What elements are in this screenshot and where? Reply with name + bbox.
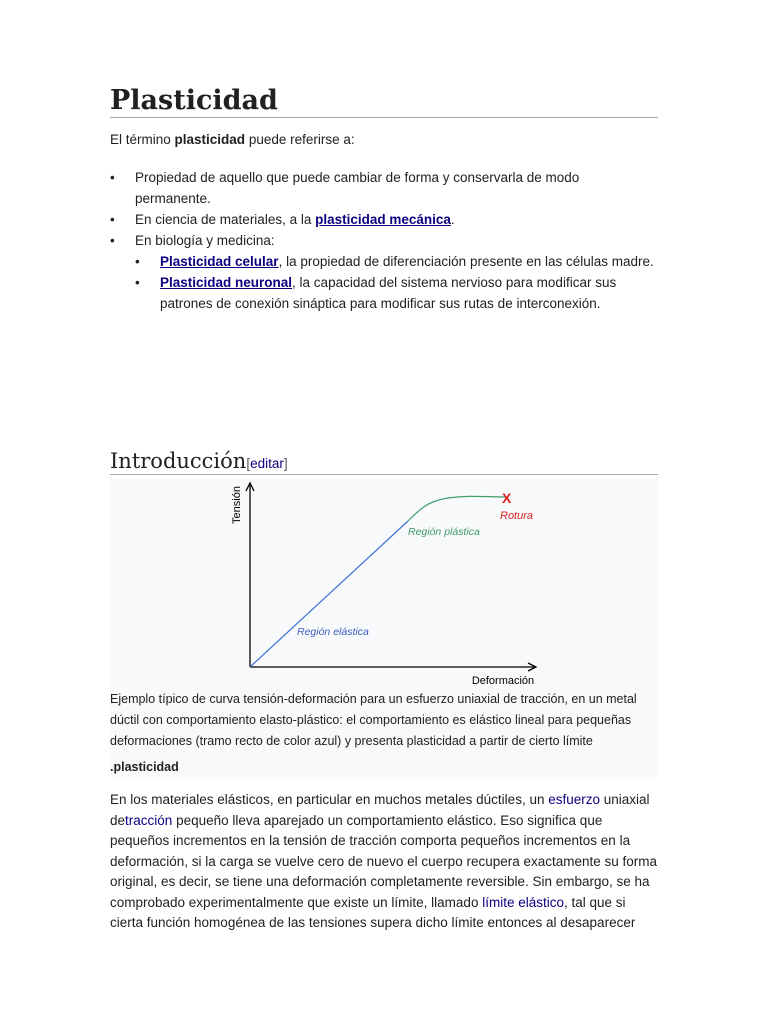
link-limite-elastico[interactable]: límite elástico [482, 894, 564, 910]
link-plasticidad-neuronal[interactable]: Plasticidad neuronal [160, 275, 293, 290]
body-text: uniaxial de [110, 792, 650, 828]
body-text: , tal que si cierta función homogénea de las tensiones supera dicho límite entonces al desaparecer [110, 894, 636, 930]
link-traccion[interactable]: tracción [125, 812, 173, 828]
link-plasticidad-celular[interactable]: Plasticidad celular [160, 254, 279, 269]
elastic-curve [250, 521, 408, 667]
rupture-label: Rotura [500, 510, 534, 522]
body-text: pequeño lleva aparejado un comportamiento elástico. Eso significa que pequeños incrementos en la tensión de tracción comporta pequeños incrementos en la deformación, si la carga se vuelve cero de nuevo el cuerpo recupera exactamente su forma original, es decir, se tiene una deformación completamente reversible. Sin embargo, se ha comprobado experimentalmente que existe un límite, llamado [110, 812, 658, 910]
figure [110, 479, 658, 777]
intro-paragraph [110, 130, 355, 150]
sub-list-item [135, 272, 658, 314]
section-divider [110, 474, 658, 475]
list-item [110, 230, 658, 314]
edit-section-link[interactable]: editar [250, 456, 284, 471]
bullet-icon: • [110, 233, 115, 248]
plastic-region-label: Región plástica [408, 526, 480, 538]
link-plasticidad-mecanica[interactable]: plasticidad mecánica [315, 212, 451, 227]
section-edit [246, 456, 287, 471]
bullet-icon: • [110, 212, 115, 227]
edit-bracket-close: ] [283, 456, 288, 471]
edit-bracket-open: [ [246, 456, 251, 471]
section-heading-text: Introducción [110, 449, 247, 473]
y-axis-label: Tensión [231, 486, 243, 524]
bullet-icon: • [135, 254, 140, 269]
x-axis-label: Deformación [471, 675, 535, 687]
body-text: En los materiales elásticos, en particular en muchos metales dúctiles, un [110, 792, 549, 807]
disambiguation-list [110, 167, 658, 314]
bullet-icon: • [110, 170, 115, 185]
intro-suffix: puede referirse a: [245, 132, 355, 147]
plastic-curve [408, 496, 506, 521]
stress-strain-diagram [110, 479, 658, 689]
list-item-text: En biología y medicina: [135, 233, 275, 248]
list-item [110, 167, 658, 209]
link-esfuerzo[interactable]: esfuerzo [548, 792, 600, 807]
sub-list-item-text: , la propiedad de diferenciación presente en las células madre. [278, 254, 654, 269]
list-item-text: . [450, 212, 455, 227]
sub-list-item-text: , la capacidad del sistema nervioso para modificar sus patrones de conexión sináptica para modificar sus rutas de interconexión. [160, 275, 617, 311]
bullet-icon: • [135, 275, 140, 290]
sub-list [135, 251, 658, 314]
figure-caption-note: .plasticidad [110, 760, 179, 774]
title-divider [110, 117, 658, 118]
rupture-mark-icon: X [502, 490, 512, 506]
figure-caption: Ejemplo típico de curva tensión-deformación para un esfuerzo uniaxial de tracción, en un metal dúctil con comportamiento elasto-plástico: el comportamiento es elástico lineal para pequeñas deformaciones (tramo recto de color azul) y presenta plasticidad a partir de cierto límite [110, 692, 637, 748]
intro-prefix: El término [110, 132, 175, 147]
elastic-region-label: Región elástica [297, 626, 369, 638]
sub-list-item [135, 251, 658, 272]
page-title: Plasticidad [110, 85, 278, 116]
list-item [110, 209, 658, 230]
body-paragraph [110, 790, 658, 934]
intro-term: plasticidad [174, 132, 246, 147]
list-item-text: Propiedad de aquello que puede cambiar de forma y conservarla de modo permanente. [135, 170, 580, 206]
list-item-text: En ciencia de materiales, a la [135, 212, 316, 227]
